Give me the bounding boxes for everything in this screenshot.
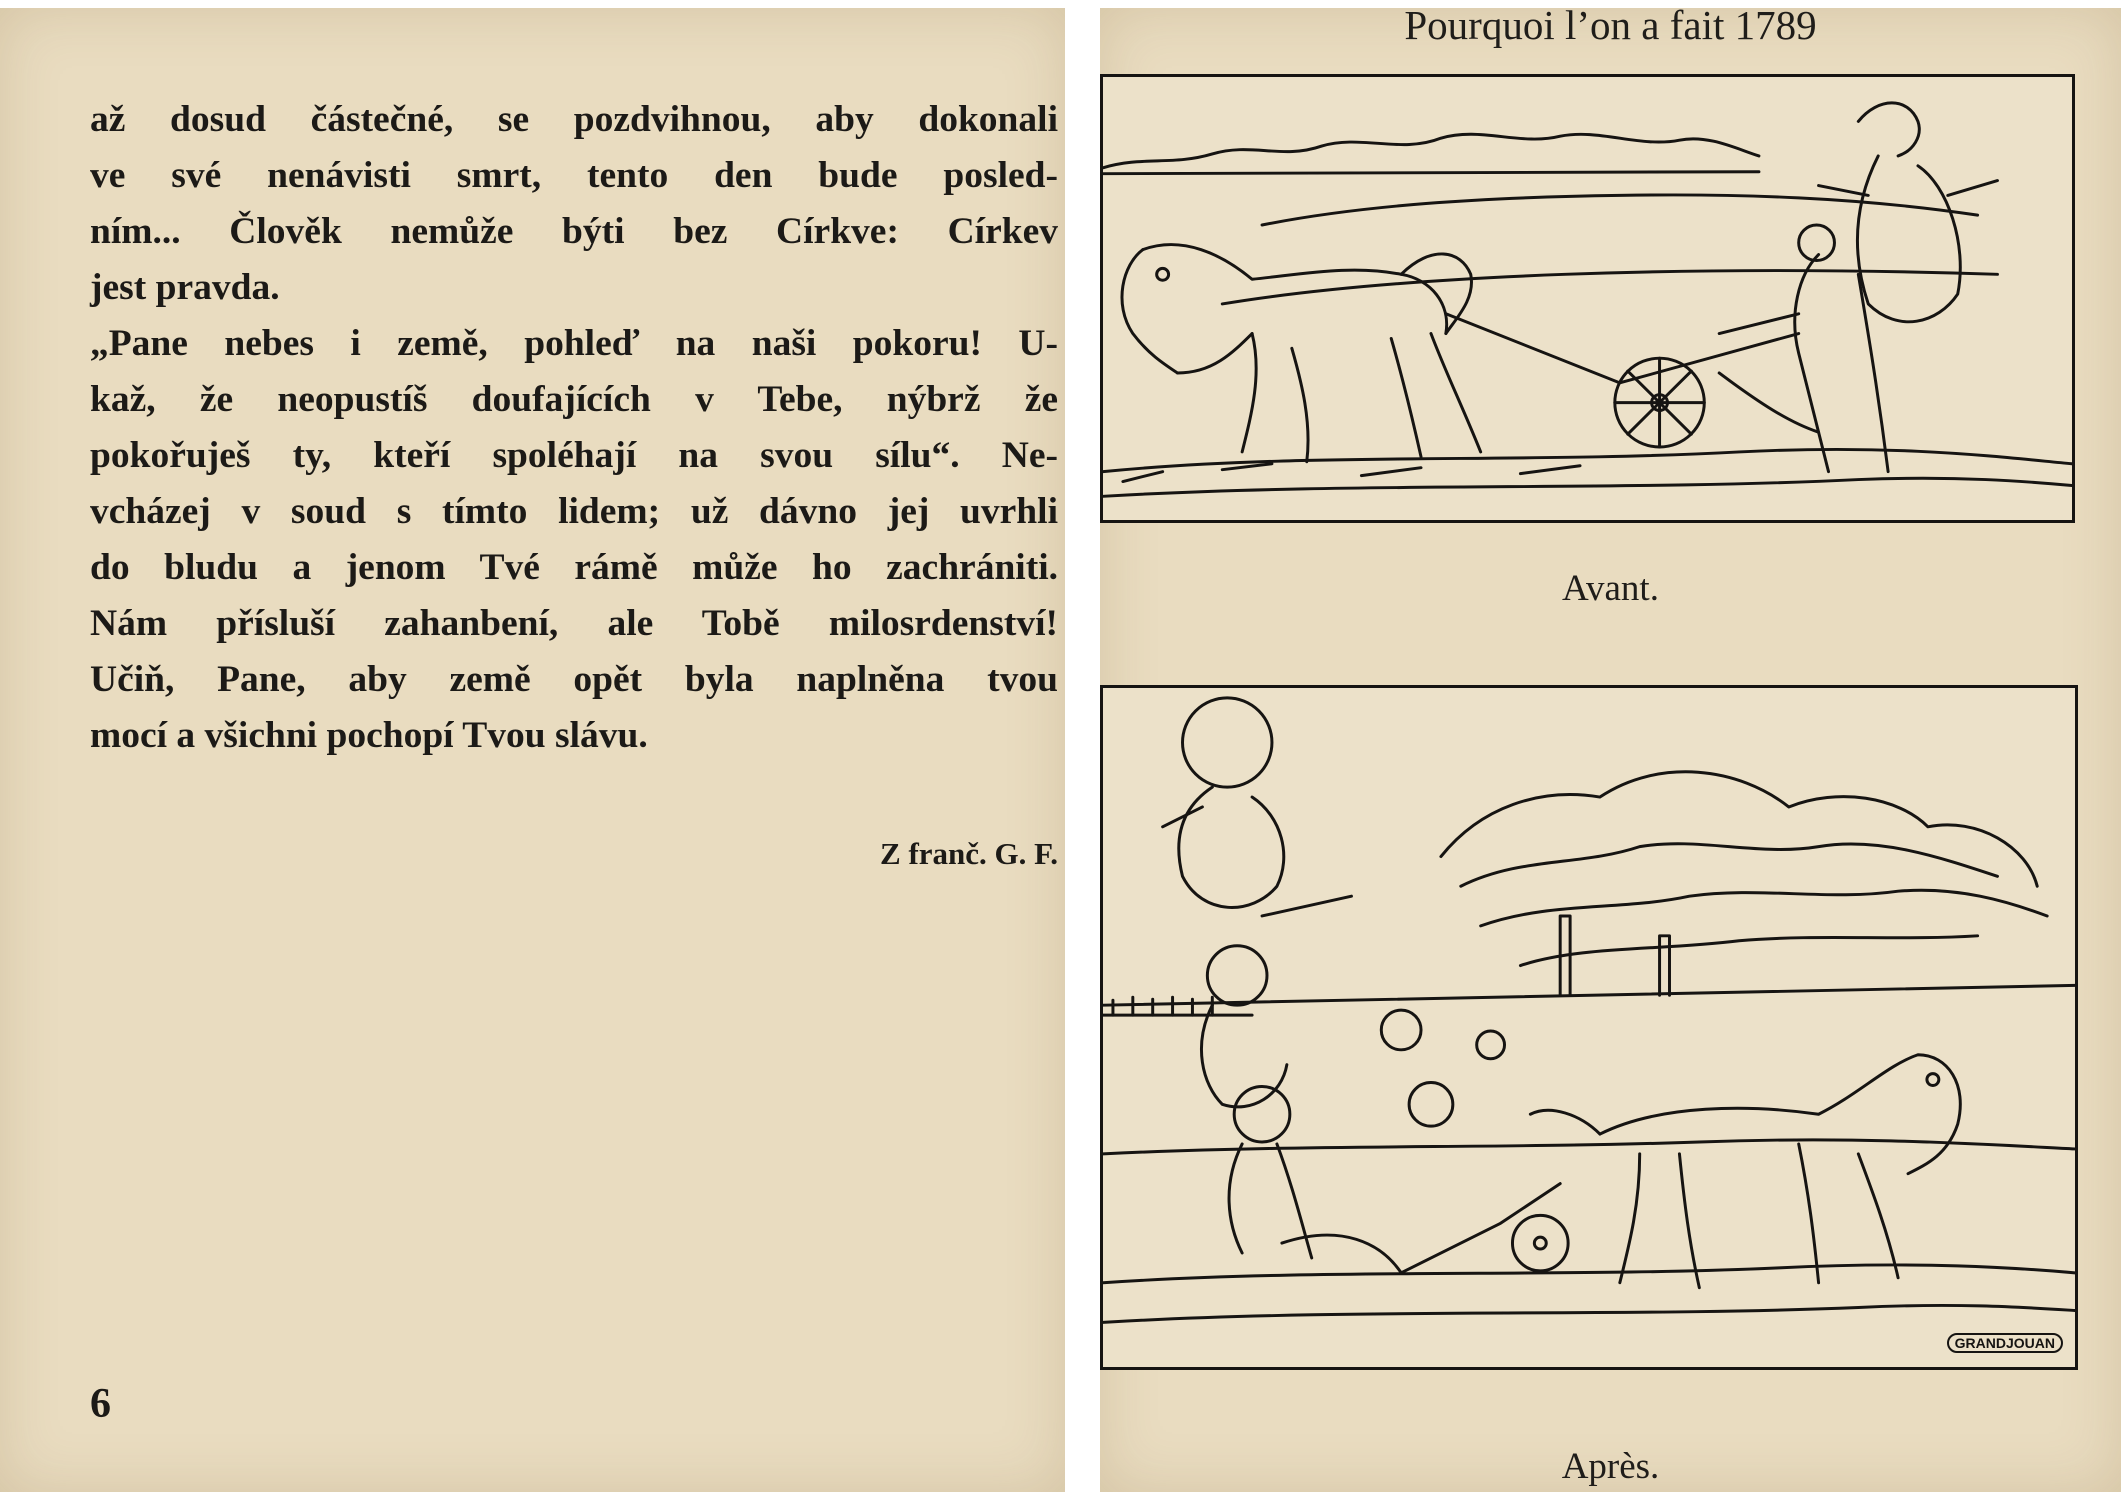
text-line: vcházej v soud s tímto lidem; už dávno jej uvrhli	[90, 491, 1058, 532]
cartoon-panel-apres	[1100, 685, 2078, 1370]
caption-apres: Après.	[1561, 1446, 1660, 1487]
cartoon-title: Pourquoi l’on a fait 1789	[1404, 2, 1817, 48]
plowing-scene-after-illustration	[1103, 688, 2075, 1367]
plowing-scene-before-illustration	[1103, 77, 2072, 520]
right-page	[1100, 2, 2121, 1492]
text-line: až dosud částečné, se pozdvihnou, aby dokonali	[90, 99, 1058, 140]
text-line: jest pravda.	[90, 267, 280, 308]
text-line: pokořuješ ty, kteří spoléhají na svou sílu“. Ne-	[90, 435, 1058, 476]
body-text	[90, 92, 1058, 764]
bleed-through-text	[95, 778, 1055, 828]
cartoon-panel-avant	[1100, 74, 2075, 523]
text-line: ve své nenávisti smrt, tento den bude posled-	[90, 155, 1058, 196]
caption-avant: Avant.	[1562, 568, 1659, 609]
text-line: Učiň, Pane, aby země opět byla naplněna tvou	[90, 659, 1058, 700]
text-line: kaž, že neopustíš doufajících v Tebe, nýbrž že	[90, 379, 1058, 420]
text-line: mocí a všichni pochopí Tvou slávu.	[90, 715, 648, 756]
page-number: 6	[90, 1381, 111, 1427]
text-line: do bludu a jenom Tvé rámě může ho zachrániti.	[90, 547, 1058, 588]
text-line: Nám přísluší zahanbení, ale Tobě milosrdenství!	[90, 603, 1058, 644]
author-signature: Z franč. G. F.	[880, 836, 1058, 871]
text-line: ním... Člověk nemůže býti bez Církve: Církev	[90, 211, 1058, 252]
artist-signature: GRANDJOUAN	[1947, 1333, 2063, 1353]
left-page	[0, 8, 1065, 1492]
text-line: „Pane nebes i země, pohleď na naši pokoru! U-	[90, 323, 1058, 364]
